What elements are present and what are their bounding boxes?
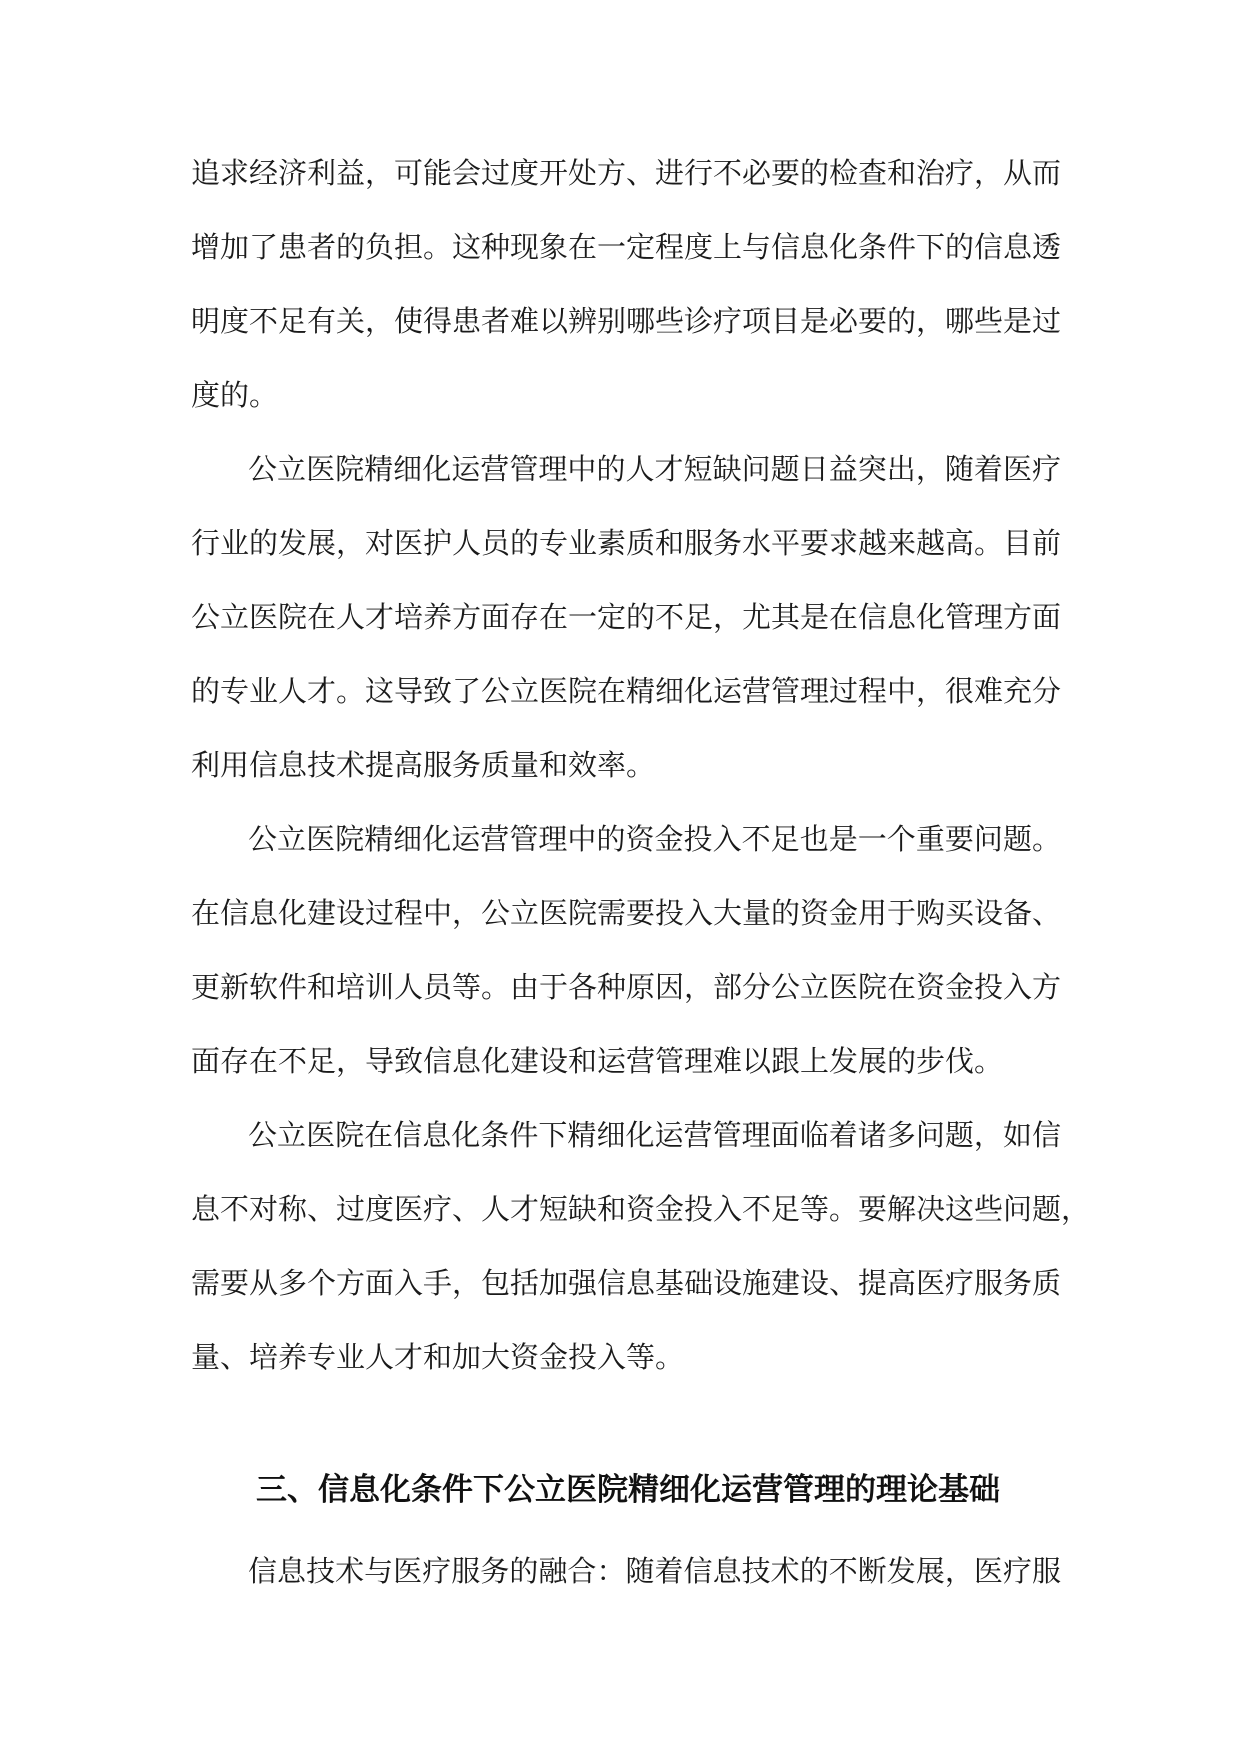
paragraph-2-line-2: 行业的发展，对医护人员的专业素质和服务水平要求越来越高。目前: [191, 526, 1062, 560]
paragraph-4-line-3: 需要从多个方面入手，包括加强信息基础设施建设、提高医疗服务质: [191, 1266, 1062, 1300]
paragraph-1-line-3: 明度不足有关，使得患者难以辨别哪些诊疗项目是必要的，哪些是过: [191, 304, 1062, 338]
paragraph-2-line-4: 的专业人才。这导致了公立医院在精细化运营管理过程中，很难充分: [191, 674, 1062, 708]
paragraph-4-line-2: 息不对称、过度医疗、人才短缺和资金投入不足等。要解决这些问题，: [191, 1192, 1091, 1226]
paragraph-1-line-4: 度的。: [191, 378, 279, 412]
paragraph-2-line-3: 公立医院在人才培养方面存在一定的不足，尤其是在信息化管理方面: [191, 600, 1062, 634]
paragraph-2-line-1: 公立医院精细化运营管理中的人才短缺问题日益突出，随着医疗: [248, 452, 1061, 486]
paragraph-2-line-5: 利用信息技术提高服务质量和效率。: [191, 748, 656, 782]
paragraph-3-line-4: 面存在不足，导致信息化建设和运营管理难以跟上发展的步伐。: [191, 1044, 1004, 1078]
paragraph-4-line-1: 公立医院在信息化条件下精细化运营管理面临着诸多问题，如信: [248, 1118, 1061, 1152]
paragraph-1-line-1: 追求经济利益，可能会过度开处方、进行不必要的检查和治疗，从而: [191, 156, 1062, 190]
section-heading: 三、信息化条件下公立医院精细化运营管理的理论基础: [256, 1472, 1000, 1508]
paragraph-4-line-4: 量、培养专业人才和加大资金投入等。: [191, 1340, 685, 1374]
paragraph-3-line-3: 更新软件和培训人员等。由于各种原因，部分公立医院在资金投入方: [191, 970, 1062, 1004]
paragraph-1-line-2: 增加了患者的负担。这种现象在一定程度上与信息化条件下的信息透: [191, 230, 1062, 264]
paragraph-3-line-2: 在信息化建设过程中，公立医院需要投入大量的资金用于购买设备、: [191, 896, 1062, 930]
paragraph-5-line-1: 信息技术与医疗服务的融合：随着信息技术的不断发展，医疗服: [248, 1554, 1061, 1588]
paragraph-3-line-1: 公立医院精细化运营管理中的资金投入不足也是一个重要问题。: [248, 822, 1061, 856]
